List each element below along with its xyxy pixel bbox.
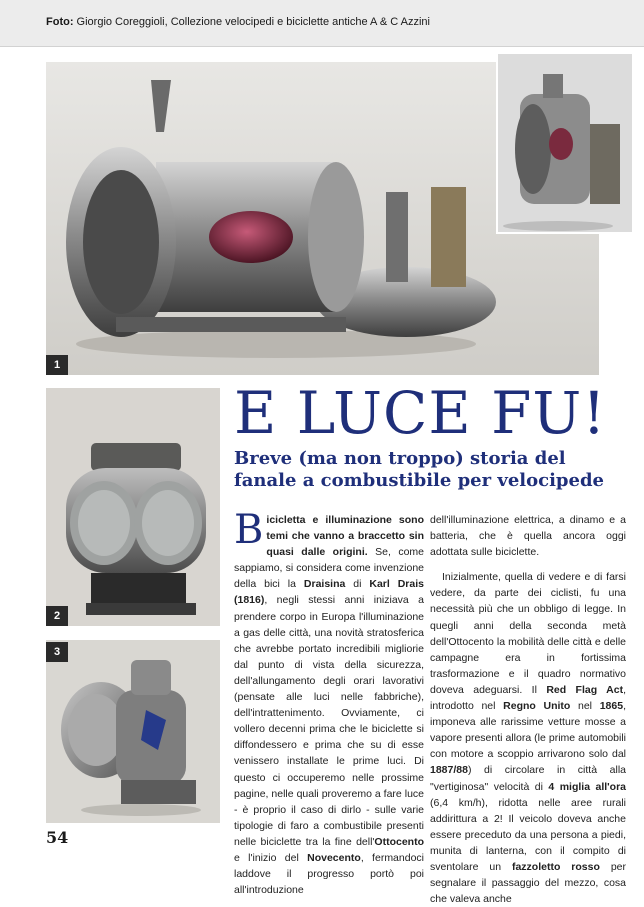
photo-3-number: 3	[46, 642, 68, 662]
photo-2-double-lamp	[46, 388, 220, 626]
article-paragraph-1: Bicicletta e illuminazione sono temi che vanno a braccetto sin quasi dalle origini. Se, come sappiamo, si considera come invenzione della bici la Draisina di Karl Drais (1816), negli stessi anni iniziava a prendere corpo in Europa l'illuminazione a gas delle città, una novità stratosferica che avrebbe portato incredibili migliorie dal punto di vista della sicurezza, dell'allungamento degli orari lavorativi (pensate alle luci nelle fabbriche), dell'intrattenimento. Ovviamente, ci vollero decenni prima che le biciclette si diffondessero e prima che su di esse venissero installate le prime luci. Di questo ci occuperemo nelle prossime pagine, nelle quali proveremo a fare luce - è proprio il caso di dirlo - sulle varie tipologie di faro a combustibile presenti nelle biciclette tra la fine dell'Ottocento e l'inizio del Novecento, fermandoci laddove il progresso portò poi all'introduzione	[234, 507, 425, 897]
drop-cap: B	[234, 507, 264, 553]
article-column-2	[430, 512, 626, 907]
photo-1-number: 1	[46, 355, 68, 375]
article-subtitle: Breve (ma non troppo) storia del fanale a combustibile per velocipede	[234, 448, 605, 491]
photo-credit	[46, 16, 430, 28]
photo-credit-label: Foto:	[46, 16, 74, 28]
article-paragraph-2: dell'illuminazione elettrica, a dinamo e a batteria, che è quella ancora oggi adottata sulle biciclette.	[430, 514, 626, 559]
photo-credit-bar	[0, 0, 644, 47]
photo-1-inset-image	[498, 54, 632, 232]
page-number: 54	[46, 828, 69, 847]
article-paragraph-3: Inizialmente, quella di vedere e di farsi vedere, da parte dei ciclisti, fu una necessità più che un obbligo di legge. In quegli anni della seconda metà dell'Ottocento la mobilità delle città e delle campagne era in fortissima trasformazione e il quadro normativo doveva adeguarsi. Il Red Flag Act, introdotto nel Regno Unito nel 1865, imponeva alle rarissime vetture mosse a vapore presenti allora (le prime automobili con motore a scoppio arrivarono solo dal 1887/88) di circolare in città alla "vertiginosa" velocità di 4 miglia all'ora (6,4 km/h), ridotta nelle aree rurali addirittura a 2! Il veicolo doveva anche essere preceduto da una persona a piedi, munita di lanterna, con il compito di sventolare un fazzoletto rosso per segnalare il passaggio del mezzo, cosa che valeva anche	[430, 571, 626, 906]
photo-1-inset	[496, 52, 634, 234]
photo-2-image	[46, 388, 220, 626]
photo-3-image	[46, 640, 220, 823]
photo-2-number: 2	[46, 606, 68, 626]
article-column-1	[234, 507, 425, 898]
photo-credit-text: Giorgio Coreggioli, Collezione velocipedi e biciclette antiche A & C Azzini	[73, 16, 430, 28]
photo-3-lamp	[46, 640, 220, 823]
article-title: E LUCE FU!	[234, 379, 607, 447]
